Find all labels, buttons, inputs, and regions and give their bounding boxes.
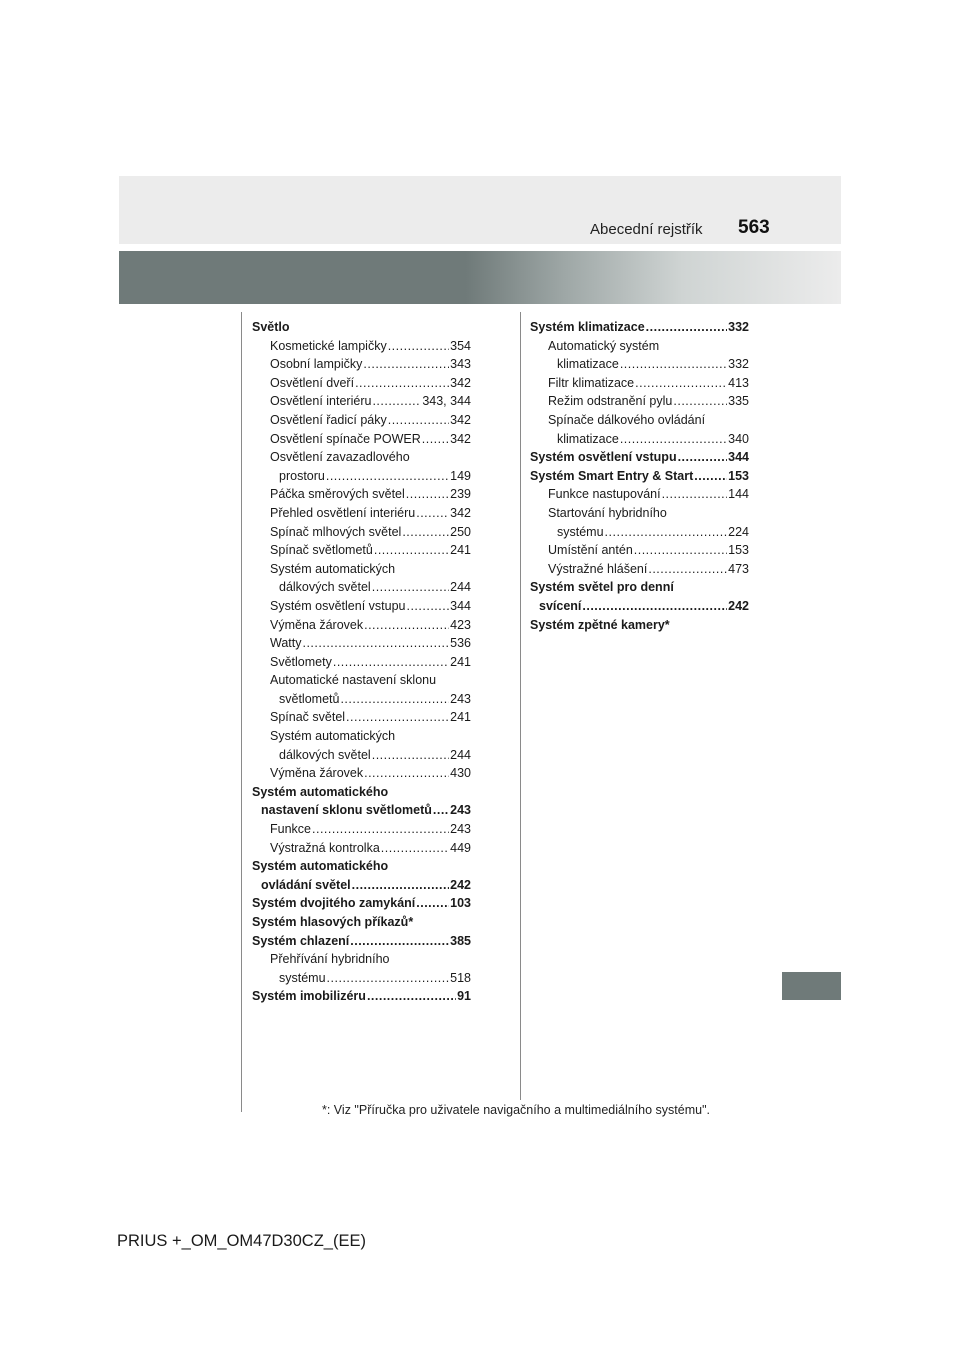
index-entry-text: Kosmetické lampičky: [270, 338, 387, 353]
index-entry-page: 335: [728, 394, 749, 409]
index-entry-text: Světlomety: [270, 654, 332, 669]
index-entry: [252, 374, 471, 393]
index-entry-page: 91: [457, 989, 471, 1004]
index-entry: [252, 894, 471, 913]
index-entry-text: Filtr klimatizace: [548, 375, 635, 390]
leader-dots: [350, 932, 449, 951]
index-entry-page: 244: [450, 747, 471, 762]
leader-dots: [620, 355, 727, 374]
index-entry-text: Spínač mlhových světel: [270, 524, 402, 539]
index-entry: [252, 448, 471, 467]
section-thumb-tab: [782, 972, 841, 1000]
index-entry-page: 413: [728, 375, 749, 390]
index-entry: [252, 671, 471, 690]
index-entry-text: Funkce: [270, 822, 311, 837]
index-entry-page: 518: [450, 970, 471, 985]
leader-dots: [678, 448, 728, 467]
index-entry-page: 242: [728, 598, 749, 613]
index-entry-text: Systém hlasových příkazů*: [252, 915, 414, 929]
leader-dots: [416, 894, 449, 913]
index-entry-page: 241: [450, 654, 471, 669]
index-entry-page: 149: [450, 468, 471, 483]
index-entry-text: Automatický systém: [548, 338, 660, 353]
index-entry-text: Umístění antén: [548, 543, 633, 558]
section-title: Abecední rejstřík: [590, 221, 703, 238]
index-entry: [252, 969, 471, 988]
decorative-gradient-band: [119, 251, 841, 304]
index-entry-text: Systém chlazení: [252, 933, 350, 948]
index-entry-page: 243: [450, 691, 471, 706]
index-entry: [252, 690, 471, 709]
leader-dots: [605, 523, 728, 542]
index-entry: [252, 578, 471, 597]
index-entry-text: Režim odstranění pylu: [548, 394, 673, 409]
index-entry: [252, 727, 471, 746]
index-entry-text: Systém automatického: [252, 784, 389, 799]
leader-dots: [363, 355, 449, 374]
leader-dots: [406, 597, 449, 616]
index-entry-text: Systém zpětné kamery*: [530, 617, 670, 632]
index-column-right: [530, 318, 749, 634]
index-entry-page: 243: [450, 822, 471, 837]
leader-dots: [372, 746, 449, 765]
leader-dots: [346, 708, 449, 727]
index-entry-text: Systém světel pro denní: [530, 580, 674, 595]
index-entry: [252, 504, 471, 523]
index-entry-text: Spínač světlometů: [270, 543, 373, 558]
leader-dots: [381, 839, 449, 858]
index-entry-text: Systém automatického: [252, 859, 389, 874]
index-entry-page: 239: [450, 487, 471, 502]
index-entry-page: 340: [728, 431, 749, 446]
index-entry: [252, 950, 471, 969]
leader-dots: [302, 634, 449, 653]
index-entry-text: Systém osvětlení vstupu: [530, 450, 677, 465]
index-entry-text: Systém Smart Entry & Start: [530, 468, 694, 483]
leader-dots: [355, 374, 449, 393]
index-entry-page: 144: [728, 487, 749, 502]
index-entry: [252, 746, 471, 765]
index-entry: [252, 411, 471, 430]
index-entry-page: 332: [728, 320, 749, 334]
index-entry: [252, 430, 471, 449]
index-entry: [252, 987, 471, 1006]
index-entry-page: 449: [450, 840, 471, 855]
index-entry-text: Startování hybridního: [548, 505, 667, 520]
index-entry: [252, 485, 471, 504]
index-entry-page: 423: [450, 617, 471, 632]
index-entry-text: Spínač světel: [270, 710, 346, 725]
index-entry-text: nastavení sklonu světlometů: [261, 803, 432, 818]
leader-dots: [327, 969, 450, 988]
index-entry: [530, 467, 749, 486]
leader-dots: [422, 430, 449, 449]
index-entry-text: Světlo: [252, 320, 290, 334]
index-entry-text: Výměna žárovek: [270, 766, 364, 781]
index-entry-text: Výměna žárovek: [270, 617, 364, 632]
index-entry-page: 342: [450, 431, 471, 446]
leader-dots: [388, 337, 449, 356]
index-entry-page: 332: [728, 357, 749, 372]
index-entry: [252, 857, 471, 876]
index-entry: [252, 337, 471, 356]
index-entry-text: ovládání světel: [261, 877, 351, 892]
index-entry-text: dálkových světel: [279, 580, 371, 595]
index-entry-page: 343: [450, 357, 471, 372]
leader-dots: [372, 578, 449, 597]
index-entry-page: 430: [450, 766, 471, 781]
header-band: [119, 176, 841, 244]
left-margin-rule: [241, 312, 242, 1112]
index-entry: [252, 764, 471, 783]
index-entry: [530, 448, 749, 467]
index-entry-text: Watty: [270, 636, 302, 651]
index-entry: [530, 504, 749, 523]
leader-dots: [364, 616, 449, 635]
index-entry: [252, 318, 471, 337]
index-entry-page: 343, 344: [422, 394, 471, 409]
index-entry: [530, 485, 749, 504]
index-entry: [530, 318, 749, 337]
leader-dots: [620, 430, 727, 449]
index-entry: [530, 374, 749, 393]
index-entry-page: 536: [450, 636, 471, 651]
index-entry-page: 103: [450, 896, 471, 911]
index-entry: [530, 337, 749, 356]
index-entry-text: Systém automatických: [270, 729, 396, 744]
leader-dots: [333, 653, 449, 672]
leader-dots: [326, 467, 449, 486]
index-entry: [252, 839, 471, 858]
index-entry-text: klimatizace: [557, 431, 619, 446]
footnote: *: Viz "Příručka pro uživatele navigačního a multimediálního systému".: [322, 1103, 710, 1117]
index-entry-text: Systém osvětlení vstupu: [270, 598, 406, 613]
index-entry: [530, 616, 749, 635]
index-entry-page: 385: [450, 933, 471, 948]
index-entry: [252, 523, 471, 542]
index-entry-text: dálkových světel: [279, 747, 371, 762]
index-entry: [252, 708, 471, 727]
leader-dots: [352, 876, 450, 895]
column-divider: [520, 312, 521, 1100]
leader-dots: [694, 467, 727, 486]
leader-dots: [402, 523, 449, 542]
index-entry-text: Přehřívání hybridního: [270, 952, 390, 967]
index-entry: [530, 560, 749, 579]
index-entry-page: 242: [450, 877, 471, 892]
index-entry-text: Spínače dálkového ovládání: [548, 412, 706, 427]
leader-dots: [340, 690, 449, 709]
leader-dots: [372, 392, 421, 411]
index-entry: [252, 355, 471, 374]
index-entry-text: Funkce nastupování: [548, 487, 661, 502]
index-entry-page: 241: [450, 543, 471, 558]
index-entry: [252, 634, 471, 653]
index-entry-text: Osvětlení řadicí páky: [270, 412, 387, 427]
index-entry-text: Automatické nastavení sklonu: [270, 673, 437, 688]
index-entry-text: Osobní lampičky: [270, 357, 363, 372]
index-entry-page: 243: [450, 803, 471, 818]
leader-dots: [416, 504, 449, 523]
index-entry: [530, 578, 749, 597]
leader-dots: [406, 485, 449, 504]
index-entry: [252, 467, 471, 486]
index-entry-page: 244: [450, 580, 471, 595]
index-entry-text: Systém automatických: [270, 561, 396, 576]
index-entry: [252, 801, 471, 820]
leader-dots: [367, 987, 456, 1006]
index-entry: [252, 913, 471, 932]
index-entry-page: 342: [450, 505, 471, 520]
index-entry-text: Osvětlení spínače POWER: [270, 431, 421, 446]
index-column-left: [252, 318, 471, 1006]
document-code: PRIUS +_OM_OM47D30CZ_(EE): [117, 1232, 366, 1250]
index-entry-text: systému: [557, 524, 604, 539]
index-entry: [530, 523, 749, 542]
leader-dots: [662, 485, 728, 504]
leader-dots: [634, 541, 727, 560]
index-entry-text: Výstražné hlášení: [548, 561, 648, 576]
index-entry: [530, 597, 749, 616]
index-entry-text: Systém klimatizace: [530, 320, 645, 334]
index-entry-page: 241: [450, 710, 471, 725]
index-entry: [252, 820, 471, 839]
index-entry: [252, 653, 471, 672]
page-number: 563: [738, 217, 770, 238]
index-entry: [252, 392, 471, 411]
index-entry-text: Výstražná kontrolka: [270, 840, 380, 855]
index-entry-text: Osvětlení interiéru: [270, 394, 372, 409]
index-entry-page: 224: [728, 524, 749, 539]
leader-dots: [388, 411, 449, 430]
leader-dots: [582, 597, 727, 616]
index-entry-text: Systém imobilizéru: [252, 989, 366, 1004]
index-entry: [252, 616, 471, 635]
index-entry-page: 250: [450, 524, 471, 539]
index-entry: [252, 597, 471, 616]
index-entry-text: prostoru: [279, 468, 325, 483]
leader-dots: [374, 541, 449, 560]
leader-dots: [312, 820, 449, 839]
index-entry-text: Systém dvojitého zamykání: [252, 896, 416, 911]
leader-dots: [648, 560, 727, 579]
index-entry-text: Osvětlení zavazadlového: [270, 450, 410, 465]
index-entry-page: 473: [728, 561, 749, 576]
index-entry: [252, 932, 471, 951]
leader-dots: [673, 392, 727, 411]
index-entry-page: 354: [450, 338, 471, 353]
index-entry-page: 153: [728, 543, 749, 558]
index-entry-text: systému: [279, 970, 326, 985]
index-entry: [530, 541, 749, 560]
index-entry-text: klimatizace: [557, 357, 619, 372]
index-entry-text: Osvětlení dveří: [270, 375, 355, 390]
leader-dots: [635, 374, 727, 393]
index-entry-text: Přehled osvětlení interiéru: [270, 505, 416, 520]
index-entry: [530, 355, 749, 374]
index-entry-text: světlometů: [279, 691, 340, 706]
leader-dots: [646, 318, 727, 337]
leader-dots: [364, 764, 449, 783]
index-entry: [530, 392, 749, 411]
leader-dots: [433, 801, 449, 820]
index-entry-page: 153: [728, 468, 749, 483]
index-entry-text: svícení: [539, 598, 582, 613]
index-entry-page: 344: [450, 598, 471, 613]
index-entry: [252, 876, 471, 895]
index-entry-page: 342: [450, 375, 471, 390]
index-entry-page: 342: [450, 412, 471, 427]
index-entry: [252, 541, 471, 560]
index-entry-page: 344: [728, 450, 749, 465]
index-entry: [530, 430, 749, 449]
index-entry: [252, 783, 471, 802]
index-entry: [530, 411, 749, 430]
index-entry-text: Páčka směrových světel: [270, 487, 405, 502]
index-entry: [252, 560, 471, 579]
